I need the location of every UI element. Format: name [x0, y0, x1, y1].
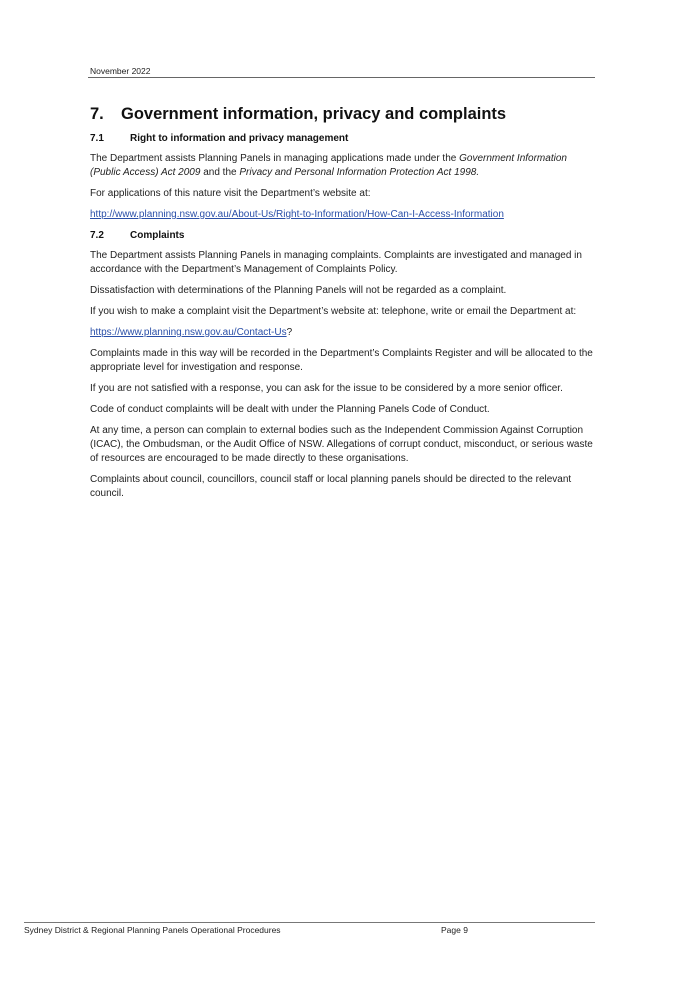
header-date: November 2022	[90, 66, 151, 76]
section-7-number: 7.	[90, 105, 104, 123]
section-7-2-paragraph-1: The Department assists Planning Panels in managing complaints. Complaints are investigated and managed in accordance with the Department’s Management of Complaints Policy.	[90, 250, 582, 275]
text-run: The Department assists Planning Panels in managing applications made under the	[90, 153, 460, 164]
section-7-2-paragraph-5: If you are not satisfied with a response, you can ask for the issue to be considered by a more senior officer.	[90, 383, 563, 394]
act-name-gipa: Government Information (Public Access) Act 2009	[90, 153, 567, 178]
header-divider	[88, 77, 595, 78]
footer-divider	[24, 922, 595, 923]
section-7-heading	[90, 103, 595, 125]
text-run: and the	[200, 167, 240, 178]
link-suffix: ?	[286, 327, 293, 338]
contact-us-link[interactable]: https://www.planning.nsw.gov.au/Contact-Us	[90, 327, 287, 338]
section-7-title: Government information, privacy and complaints	[121, 105, 507, 123]
footer-document-title: Sydney District & Regional Planning Panels Operational Procedures	[24, 925, 281, 935]
act-name-ppip: Privacy and Personal Information Protection Act 1998.	[239, 167, 480, 178]
right-to-information-link[interactable]: http://www.planning.nsw.gov.au/About-Us/Right-to-Information/How-Can-I-Access-Information	[90, 209, 504, 220]
section-7-1-title: Right to information and privacy management	[130, 133, 349, 144]
section-7-1-number: 7.1	[90, 133, 104, 144]
footer-page-number: Page 9	[441, 925, 468, 935]
document-body	[90, 103, 595, 508]
section-7-2-paragraph-7: At any time, a person can complain to external bodies such as the Independent Commission Against Corruption (ICAC), the Ombudsman, or the Audit Office of NSW. Allegations of corrupt conduct, misconduct, or serious waste of resources are encouraged to be made directly to these organisations.	[90, 425, 593, 464]
section-7-1-paragraph-2: For applications of this nature visit the Department’s website at:	[90, 188, 371, 199]
section-7-2-paragraph-6: Code of conduct complaints will be dealt with under the Planning Panels Code of Conduct.	[90, 404, 490, 415]
section-7-1-link-paragraph	[90, 208, 595, 222]
section-7-2-paragraph-2: Dissatisfaction with determinations of the Planning Panels will not be regarded as a complaint.	[90, 285, 507, 296]
section-7-2-paragraph-4: Complaints made in this way will be recorded in the Department’s Complaints Register and will be allocated to the appropriate level for investigation and response.	[90, 348, 593, 373]
section-7-2-paragraph-8: Complaints about council, councillors, council staff or local planning panels should be directed to the relevant council.	[90, 474, 572, 499]
section-7-2-link-paragraph	[90, 326, 595, 340]
section-7-1-paragraph-1	[90, 152, 595, 180]
section-7-2-number: 7.2	[90, 230, 104, 241]
section-7-2-heading	[90, 229, 595, 242]
section-7-1-heading	[90, 132, 595, 145]
section-7-2-paragraph-3: If you wish to make a complaint visit the Department’s website at: telephone, write or email the Department at:	[90, 306, 577, 317]
section-7-2-title: Complaints	[130, 230, 185, 241]
